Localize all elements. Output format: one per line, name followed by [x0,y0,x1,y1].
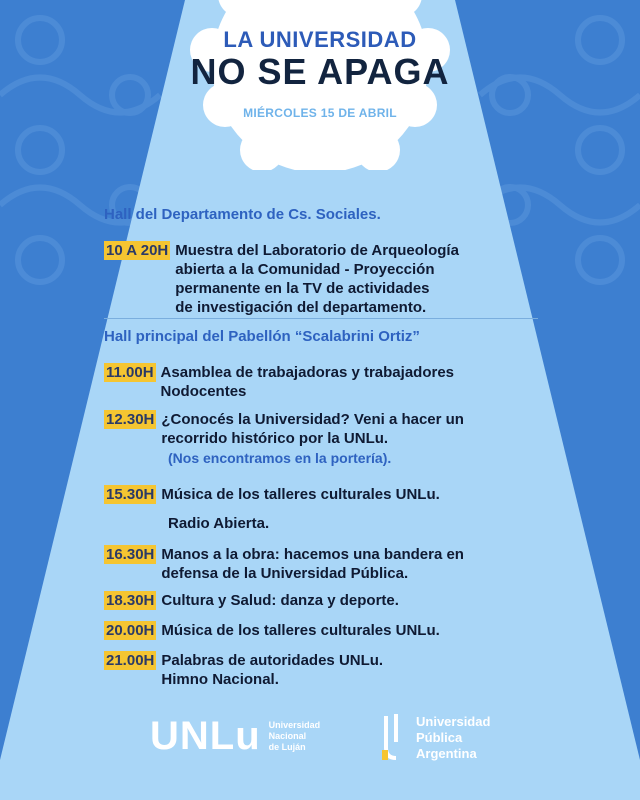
meeting-point-note: (Nos encontramos en la portería). [168,450,392,466]
item-description: Manos a la obra: hacemos una bandera en defensa de la Universidad Pública. [161,546,464,582]
time-badge: 16.30H [106,546,155,563]
event-date: MIÉRCOLES 15 DE ABRIL [243,106,397,120]
schedule-item [104,241,544,317]
time-badge: 12.30H [106,411,155,428]
time-badge: 20.00H [106,622,155,639]
item-description: Música de los talleres culturales UNLu. [161,622,440,639]
schedule-item [104,621,544,640]
time-badge: 15.30H [106,486,155,503]
schedule-item [104,591,544,610]
unlu-logo [150,716,320,756]
time-badge: 10 A 20H [106,242,169,259]
item-description: Palabras de autoridades UNLu. Himno Nacional. [161,652,384,688]
item-description: Muestra del Laboratorio de Arqueología abierta a la Comunidad - Proyección permanente en la TV de actividades de investigación del departamento. [175,242,459,316]
time-badge: 21.00H [106,652,155,669]
item-description: Música de los talleres culturales UNLu. [161,486,440,503]
schedule-item [104,545,544,583]
time-badge: 11.00H [106,364,154,381]
item-description: ¿Conocés la Universidad? Veni a hacer un recorrido histórico por la UNLu. [161,411,464,447]
title-block [0,28,640,120]
item-description: Asamblea de trabajadoras y trabajadores Nodocentes [160,364,455,400]
title-line-2: NO SE APAGA [190,51,450,92]
section-title-sociales: Hall del Departamento de Cs. Sociales. [104,206,381,223]
universidad-publica-icon [378,712,406,764]
schedule-item [104,651,544,689]
schedule-item [104,363,544,401]
universidad-publica-logo [378,712,490,764]
schedule-item [104,410,544,448]
radio-abierta-item: Radio Abierta. [168,515,270,532]
time-badge: 18.30H [106,592,155,609]
universidad-publica-text: Universidad Pública Argentina [416,714,491,761]
unlu-wordmark: UNLu [150,714,261,758]
section-divider [104,318,538,319]
section-title-pabellon: Hall principal del Pabellón “Scalabrini Ortiz” [104,328,420,345]
title-line-1: LA UNIVERSIDAD [223,27,417,52]
schedule-item [104,485,544,504]
item-description: Cultura y Salud: danza y deporte. [161,592,399,609]
unlu-subtitle: Universidad Nacional de Luján [268,719,321,752]
